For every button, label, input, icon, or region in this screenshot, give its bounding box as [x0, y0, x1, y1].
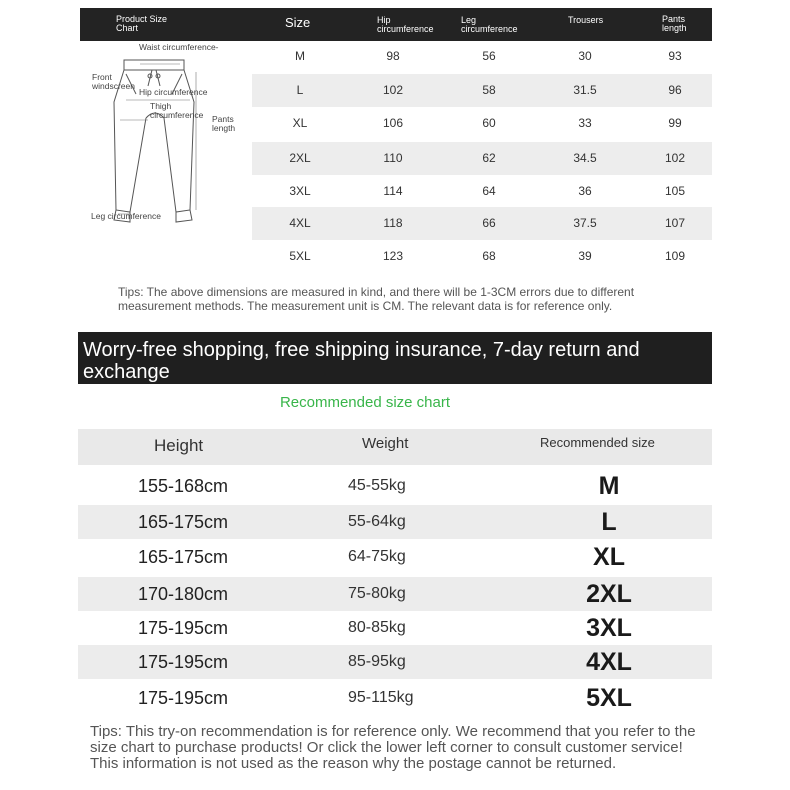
cell-trousers: 31.5 [573, 83, 597, 97]
diagram-leg-label: Leg circumference [91, 211, 161, 221]
header-hip: Hip circumference [377, 15, 434, 34]
cell-length: 93 [668, 49, 682, 63]
cell-size: M [295, 49, 305, 63]
cell-leg: 62 [482, 151, 496, 165]
cell-leg: 66 [482, 216, 496, 230]
guarantee-banner [78, 332, 712, 384]
header-height: Height [154, 436, 204, 455]
cell-size: XL [292, 116, 308, 130]
table-row [78, 540, 712, 574]
cell-height: 170-180cm [138, 584, 229, 604]
cell-leg: 56 [482, 49, 496, 63]
cell-recommended-size: 4XL [586, 648, 632, 676]
cell-size: L [296, 83, 304, 97]
cell-size: 4XL [289, 216, 311, 230]
cell-hip: 123 [382, 249, 404, 263]
cell-hip: 110 [383, 151, 403, 165]
cell-leg: 68 [482, 249, 496, 263]
table-row [252, 40, 712, 73]
cell-hip: 106 [382, 116, 404, 130]
table-row [252, 107, 712, 140]
cell-recommended-size: XL [593, 543, 625, 571]
cell-weight: 64-75kg [348, 548, 406, 565]
recommended-title: Recommended size chart [279, 394, 451, 411]
pants-diagram [84, 42, 254, 238]
table-row [78, 505, 712, 539]
cell-height: 165-175cm [138, 512, 229, 532]
cell-hip: 98 [386, 49, 400, 63]
cell-recommended-size: 2XL [586, 580, 632, 608]
cell-height: 175-195cm [138, 652, 229, 672]
cell-recommended-size: M [598, 472, 620, 500]
table-row [252, 74, 712, 107]
cell-trousers: 36 [578, 184, 592, 198]
cell-size: 2XL [289, 151, 311, 165]
table-row [78, 681, 712, 715]
cell-hip: 102 [382, 83, 404, 97]
table-row [78, 577, 712, 611]
cell-length: 96 [668, 83, 682, 97]
table-row [78, 645, 712, 679]
diagram-length-label: Pants length [212, 114, 236, 133]
cell-trousers: 37.5 [573, 216, 597, 230]
diagram-waist-label: Waist circumference- [139, 42, 219, 52]
header-recommended-size: Recommended size [540, 435, 655, 450]
cell-trousers: 30 [578, 49, 592, 63]
header-weight: Weight [362, 435, 409, 452]
cell-weight: 95-115kg [348, 689, 414, 706]
measurement-tips: Tips: The above dimensions are measured in kind, and there will be 1-3CM errors due to different measurement methods. The measurement unit is CM. The relevant data is for reference only. [118, 285, 635, 313]
cell-length: 105 [664, 184, 686, 198]
diagram-front-label: Front windscreen [92, 72, 135, 91]
cell-recommended-size: 3XL [586, 614, 632, 642]
cell-weight: 85-95kg [348, 653, 406, 670]
cell-height: 175-195cm [138, 688, 229, 708]
cell-weight: 80-85kg [348, 619, 406, 636]
cell-weight: 55-64kg [348, 513, 406, 530]
banner-text: Worry-free shopping, free shipping insurance, 7-day return and exchange [83, 339, 640, 383]
table-row [252, 240, 712, 273]
header-leg: Leg circumference [461, 15, 518, 34]
cell-length: 109 [664, 249, 686, 263]
table-row [252, 142, 712, 175]
cell-height: 175-195cm [138, 618, 229, 638]
cell-height: 165-175cm [138, 547, 229, 567]
cell-leg: 60 [482, 116, 496, 130]
cell-recommended-size: 5XL [586, 684, 632, 712]
cell-trousers: 34.5 [573, 151, 597, 165]
table-row [252, 207, 712, 240]
recommended-header [78, 429, 712, 465]
table-row [252, 175, 712, 208]
header-chart-label: Product Size Chart [116, 14, 168, 33]
cell-size: 5XL [289, 249, 311, 263]
cell-size: 3XL [289, 184, 311, 198]
table-row [78, 611, 712, 645]
header-size: Size [285, 15, 311, 30]
cell-weight: 45-55kg [348, 477, 406, 494]
cell-length: 107 [664, 216, 686, 230]
table-row [78, 469, 712, 503]
cell-length: 102 [664, 151, 686, 165]
diagram-thigh-label: Thigh circumference [150, 101, 204, 120]
recommendation-tips: Tips: This try-on recommendation is for reference only. We recommend that you refer to the size chart to purchase products! Or click the lower left corner to consult customer service! This information is not used as the reason why the postage cannot be returned. [90, 723, 696, 772]
cell-trousers: 33 [578, 116, 592, 130]
cell-trousers: 39 [578, 249, 592, 263]
header-trousers: Trousers [568, 15, 604, 25]
cell-recommended-size: L [601, 508, 617, 536]
size-chart-header [80, 8, 712, 41]
cell-hip: 118 [383, 216, 403, 230]
cell-weight: 75-80kg [348, 585, 406, 602]
cell-hip: 114 [383, 184, 403, 198]
header-pants-length: Pants length [662, 14, 687, 33]
cell-leg: 58 [482, 83, 496, 97]
cell-leg: 64 [482, 184, 496, 198]
cell-height: 155-168cm [138, 476, 229, 496]
diagram-hip-label: Hip circumference [139, 87, 208, 97]
cell-length: 99 [668, 116, 682, 130]
